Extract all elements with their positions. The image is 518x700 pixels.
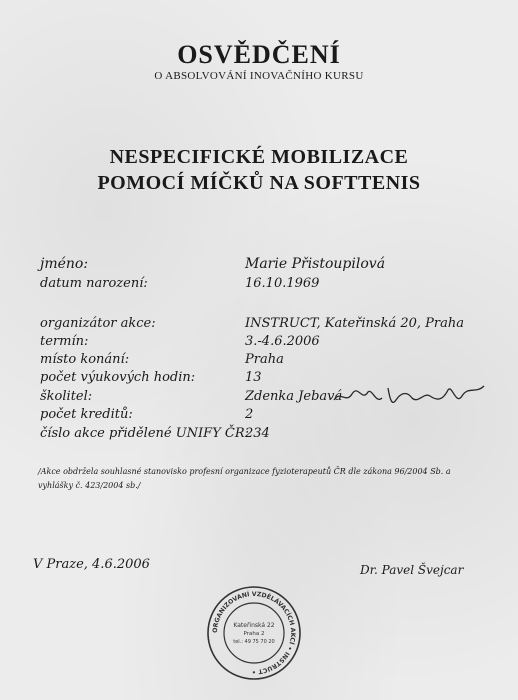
name-value: Marie Přistoupilová xyxy=(245,256,386,272)
action-number-value: 234 xyxy=(245,426,270,441)
trainer-label: školitel: xyxy=(40,389,93,404)
dob-label: datum narození: xyxy=(40,276,148,291)
term-value: 3.-4.6.2006 xyxy=(245,334,320,349)
course-title-line2: POMOCÍ MÍČKŮ NA SOFTTENIS xyxy=(97,172,421,194)
director-name: Dr. Pavel Švejcar xyxy=(360,563,464,577)
hours-label: počet výukových hodin: xyxy=(40,370,196,385)
hours-value: 13 xyxy=(245,370,262,385)
term-label: termín: xyxy=(40,334,89,349)
venue-label: místo konání: xyxy=(40,352,130,367)
stamp-line2: Praha 2 xyxy=(243,631,265,637)
organizer-value: INSTRUCT, Kateřinská 20, Praha xyxy=(245,316,465,331)
certificate-title: OSVĚDČENÍ xyxy=(177,40,341,69)
stamp-line1: Kateřinská 22 xyxy=(233,622,275,629)
organizer-label: organizátor akce: xyxy=(40,316,156,331)
action-number-label: číslo akce přidělené UNIFY ČR: xyxy=(40,426,250,441)
credits-label: počet kreditů: xyxy=(40,407,133,422)
course-title-line1: NESPECIFICKÉ MOBILIZACE xyxy=(109,146,409,168)
dob-value: 16.10.1969 xyxy=(245,276,320,291)
trainer-value: Zdenka Jebavá xyxy=(245,389,343,404)
credits-value: 2 xyxy=(245,407,254,422)
name-label: jméno: xyxy=(40,256,89,272)
accreditation-note: /Akce obdržela souhlasné stanovisko profesní organizace fyzioterapeutů ČR dle zákona 96/2004 Sb. a vyhlášky č. 423/2004 sb./ xyxy=(38,467,451,490)
certificate-subtitle: O ABSOLVOVÁNÍ INOVAČNÍHO KURSU xyxy=(154,70,364,82)
trainer-signature xyxy=(330,380,490,414)
organization-stamp xyxy=(206,585,302,681)
venue-value: Praha xyxy=(245,352,284,367)
stamp-line3: tel.: 49 75 70 20 xyxy=(233,639,275,645)
place-date: V Praze, 4.6.2006 xyxy=(33,557,150,572)
stamp-ring-text: ORGANIZOVANÍ VZDĚLÁVACÍCH AKCÍ • INSTRUCT • xyxy=(211,590,297,676)
